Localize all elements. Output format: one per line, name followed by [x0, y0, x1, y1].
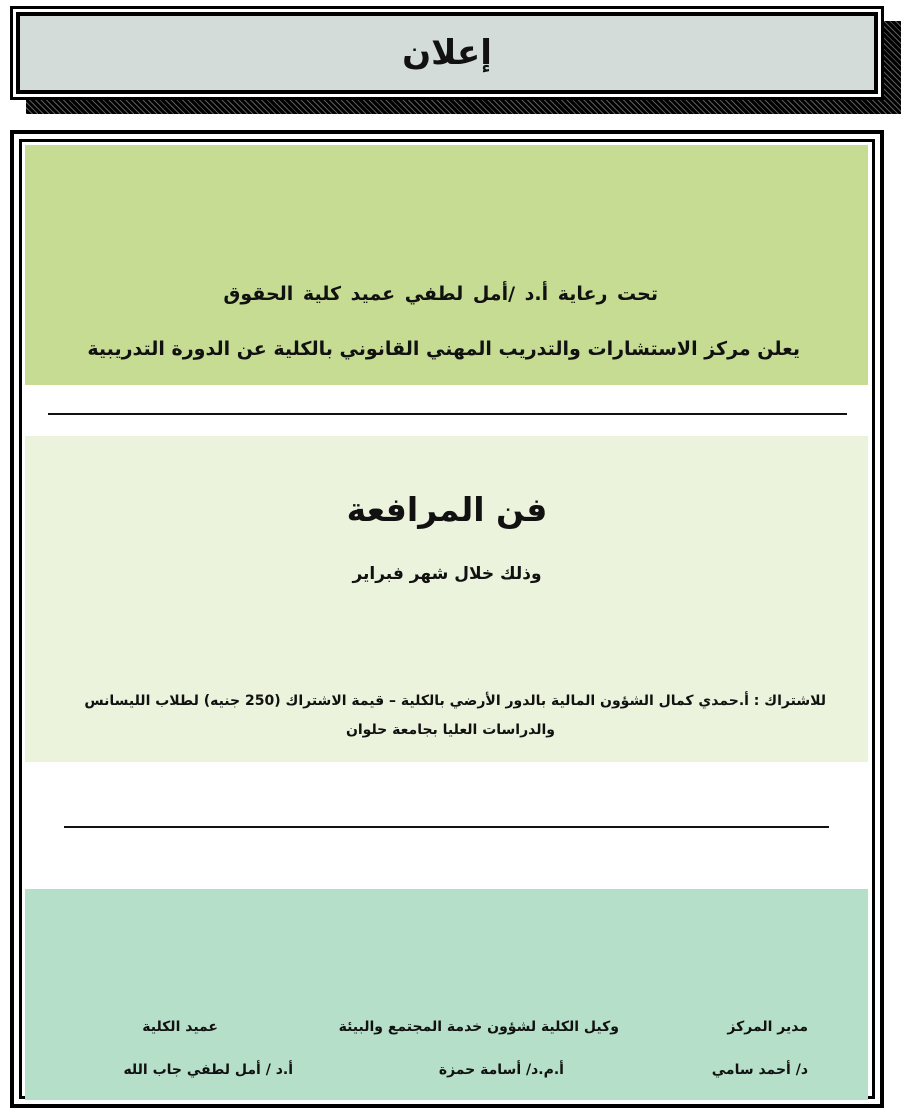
signature-role-vice-dean: وكيل الكلية لشؤون خدمة المجتمع والبيئة — [338, 1019, 619, 1035]
announcement-line: يعلن مركز الاستشارات والتدريب المهني القانوني بالكلية عن الدورة التدريبية — [87, 338, 800, 360]
course-band — [25, 436, 868, 762]
signature-name-center-director: د/ أحمد سامي — [711, 1062, 808, 1078]
patronage-line: تحت رعاية أ.د /أمل لطفي عميد كلية الحقوق — [223, 283, 658, 305]
divider-top — [48, 413, 847, 415]
registration-line-1: للاشتراك : أ.حمدي كمال الشؤون المالية بالدور الأرضي بالكلية – قيمة الاشتراك (250 جنيه) لطلاب الليسانس — [84, 693, 826, 709]
divider-bottom — [64, 826, 829, 828]
course-period: وذلك خلال شهر فبراير — [352, 564, 542, 584]
signature-name-dean: أ.د / أمل لطفي جاب الله — [123, 1062, 293, 1078]
signature-role-dean: عميد الكلية — [142, 1019, 218, 1035]
registration-line-2: والدراسات العليا بجامعة حلوان — [345, 722, 555, 738]
course-title: فن المرافعة — [346, 490, 548, 529]
title-box — [10, 6, 884, 100]
page-title: إعلان — [402, 33, 492, 73]
signature-role-center-director: مدير المركز — [727, 1019, 808, 1035]
signature-name-vice-dean: أ.م.د/ أسامة حمزة — [438, 1062, 564, 1078]
